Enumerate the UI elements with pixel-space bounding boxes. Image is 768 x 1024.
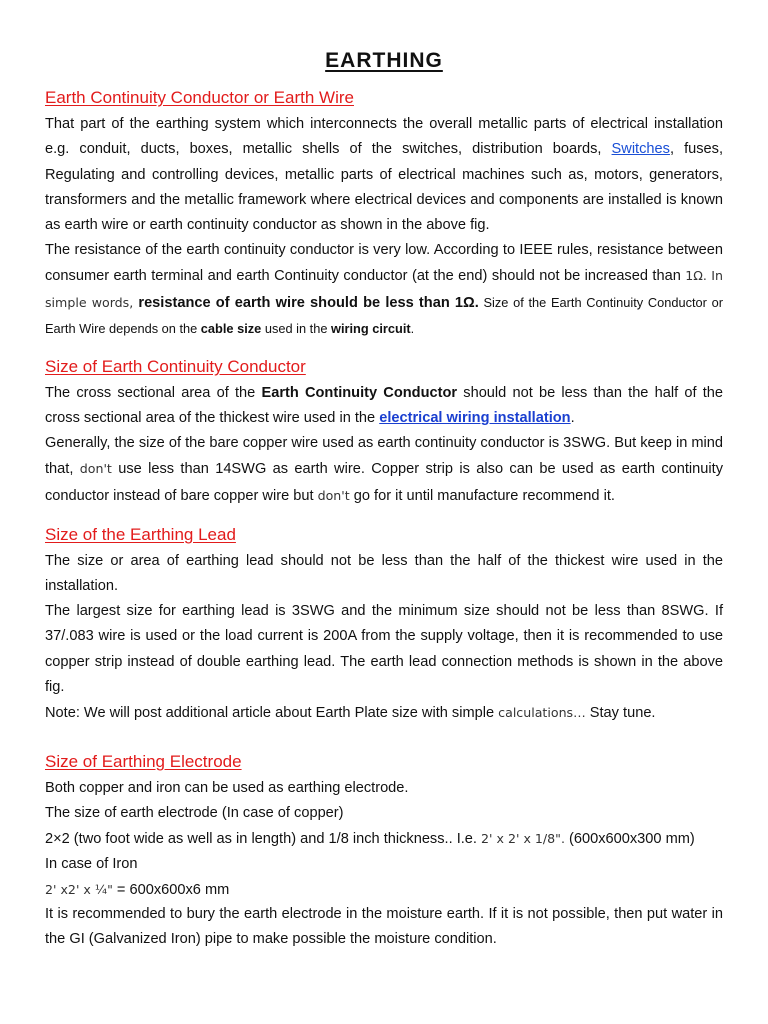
paragraph-earth-wire-resistance	[45, 238, 723, 342]
text: .	[570, 410, 575, 427]
text: go for it until manufacture recommend it.	[349, 487, 615, 504]
bold-text: wiring circuit	[331, 320, 411, 336]
text: The resistance of the earth continuity conductor is very low. According to IEEE rules, resistance between consumer earth terminal and earth Continuity conductor (at the end) should not be increased than	[45, 242, 723, 285]
section-heading-earthing-lead: Size of the Earthing Lead	[45, 525, 236, 544]
electrical-wiring-installation-link[interactable]: electrical wiring installation	[379, 410, 571, 427]
line-electrode-copper-size	[45, 826, 723, 852]
paragraph-moisture: It is recommended to bury the earth electrode in the moisture earth. If it is not possible, then put water in the GI (Galvanized Iron) pipe to make possible the moisture condition.	[45, 906, 723, 948]
line-electrode-iron-size	[45, 877, 723, 903]
section-heading-earth-wire: Earth Continuity Conductor or Earth Wire	[45, 88, 354, 107]
section-heading-conductor-size: Size of Earth Continuity Conductor	[45, 357, 306, 376]
line-electrode-materials: Both copper and iron can be used as earthing electrode.	[45, 780, 409, 796]
text: 1Ω. In simple words,	[45, 268, 723, 310]
switches-link[interactable]: Switches	[611, 141, 670, 158]
paragraph-bare-copper	[45, 431, 723, 509]
text: calculations…	[498, 705, 586, 720]
text: used in the	[261, 320, 331, 336]
paragraph-lead-largest: The largest size for earthing lead is 3SWG and the minimum size should not be less than 8SWG. If 37/.083 wire is used or the load current is 200A from the supply voltage, then it is recommended to use copper strip instead of double earthing lead. The earth lead connection methods is shown in the above fig.	[45, 603, 723, 695]
text: Note: We will post additional article about Earth Plate size with simple	[45, 705, 499, 721]
text: , fuses, Regulating and controlling devices, metallic parts of electrical machines such as, motors, generators, transformers and the metallic framework where electrical devices and components are installed is known as earth wire or earth continuity conductor as shown in the above fig.	[45, 141, 724, 234]
text: don't	[79, 461, 112, 477]
section-heading-electrode: Size of Earthing Electrode	[45, 752, 242, 771]
bold-text: Earth Continuity Conductor	[261, 385, 458, 401]
text: The cross sectional area of the	[45, 385, 262, 401]
text: should not be less than the half of the cross sectional area of the thickest wire used in the	[45, 385, 723, 427]
text: That part of the earthing system which interconnects the overall metallic parts of electrical installation e.g. conduit, ducts, boxes, metallic shells of the switches, distribution boards,	[45, 116, 723, 158]
text: 2' x2' x ¼"	[45, 882, 113, 897]
paragraph-lead-size: The size or area of earthing lead should not be less than the half of the thickest wire used in the installation.	[45, 553, 723, 595]
text: .	[410, 320, 415, 336]
line-electrode-iron: In case of Iron	[45, 856, 138, 872]
text: = 600x600x6 mm	[112, 882, 230, 898]
text: Generally, the size of the bare copper wire used as earth continuity conductor is 3SWG. But keep in mind that,	[45, 435, 723, 478]
line-electrode-copper: The size of earth electrode (In case of copper)	[45, 805, 344, 821]
text: use less than 14SWG as earth wire. Copper strip is also can be used as earth continuity conductor instead of bare copper wire but	[45, 461, 723, 504]
text: Stay tune.	[585, 705, 656, 721]
text: Size of the Earth Continuity Conductor or Earth Wire depends on the	[45, 294, 723, 336]
text: (600x600x300 mm)	[564, 831, 695, 847]
text: don't	[317, 487, 350, 503]
bold-text: resistance of earth wire should be less than 1Ω.	[138, 294, 479, 311]
text: 2' x 2' x 1/8".	[481, 831, 565, 846]
text: 2×2 (two foot wide as well as in length) and 1/8 inch thickness.. I.e.	[45, 831, 482, 847]
page-title: EARTHING	[325, 49, 443, 72]
paragraph-cross-section	[45, 381, 723, 432]
paragraph-note	[45, 700, 723, 726]
paragraph-earth-wire-definition	[45, 112, 723, 238]
bold-text: cable size	[200, 320, 262, 336]
